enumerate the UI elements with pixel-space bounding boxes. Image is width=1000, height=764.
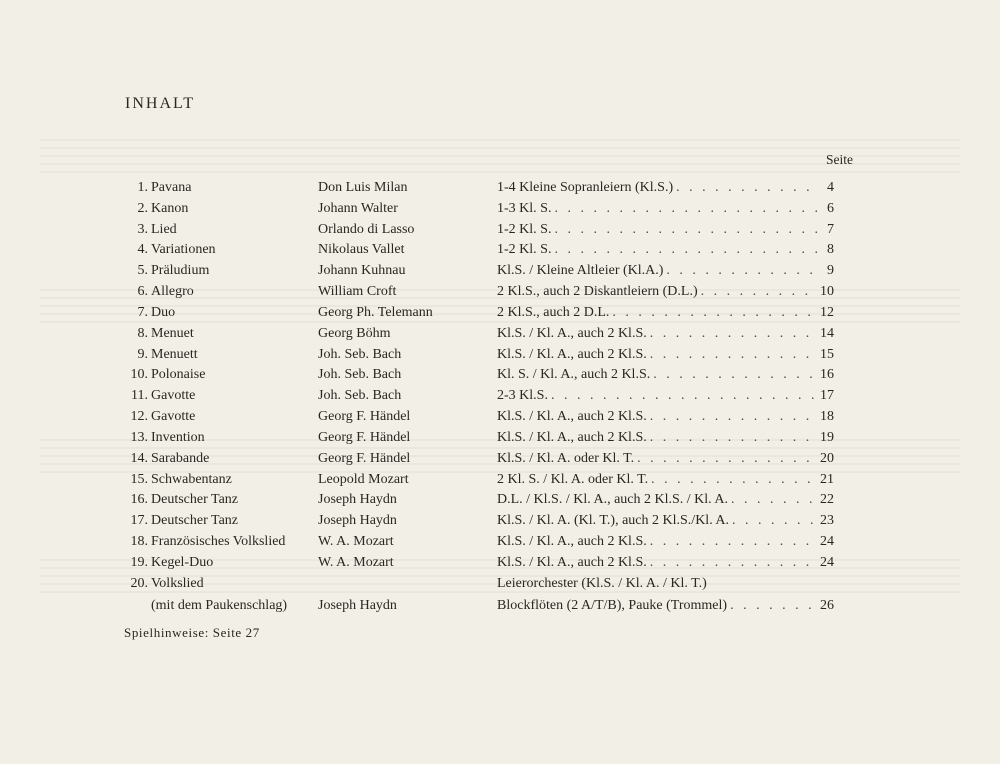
dot-leader — [650, 428, 817, 449]
contents-entry — [0, 553, 1000, 574]
instrument-text: 1-2 Kl. S. — [497, 242, 552, 258]
instrument-text: 1-2 Kl. S. — [497, 221, 552, 237]
entry-composer: Joh. Seb. Bach — [318, 346, 402, 362]
entry-title: Präludium — [151, 263, 210, 279]
contents-entry — [0, 199, 1000, 220]
entry-page: 4 — [827, 180, 834, 195]
entry-number: 20. — [130, 575, 148, 591]
entry-title: Variationen — [151, 242, 216, 258]
entry-number: 17. — [130, 513, 148, 529]
instrument-text: 2 Kl. S. / Kl. A. oder Kl. T. — [497, 471, 649, 487]
entry-instrumentation — [497, 574, 834, 595]
entry-instrumentation — [497, 428, 834, 449]
entry-title: Schwabentanz — [151, 471, 232, 487]
instrument-text: Kl.S. / Kl. A. (Kl. T.), auch 2 Kl.S./Kl. A. — [497, 513, 730, 529]
entry-instrumentation — [497, 553, 834, 574]
entry-title: Gavotte — [151, 409, 196, 425]
instrument-text: Kl. S. / Kl. A., auch 2 Kl.S. — [497, 367, 651, 383]
contents-entry-continued — [0, 596, 1000, 617]
dot-leader — [650, 553, 817, 574]
entry-page: 6 — [827, 200, 834, 216]
contents-entry — [0, 261, 1000, 282]
entry-title: Menuet — [151, 325, 194, 341]
dot-leader — [612, 303, 817, 324]
entry-instrumentation — [497, 345, 834, 366]
contents-entry — [0, 490, 1000, 511]
dot-leader — [676, 178, 819, 199]
contents-entry — [0, 303, 1000, 324]
entry-number: 16. — [130, 492, 148, 508]
entry-number: 13. — [130, 429, 148, 445]
contents-entry — [0, 511, 1000, 532]
instrument-text: Blockflöten (2 A/T/B), Pauke (Trommel) — [497, 597, 728, 613]
entry-composer: Johann Walter — [318, 200, 398, 216]
entry-composer: Joh. Seb. Bach — [318, 388, 402, 404]
entry-subtitle: (mit dem Paukenschlag) — [151, 597, 288, 613]
dot-leader — [732, 511, 817, 532]
entry-composer: Joseph Haydn — [318, 597, 397, 613]
entry-number: 18. — [130, 534, 148, 550]
entry-composer: Orlando di Lasso — [318, 221, 415, 237]
dot-leader — [650, 324, 817, 345]
instrument-text: 2 Kl.S., auch 2 Diskantleiern (D.L.) — [497, 284, 698, 300]
dot-leader — [650, 407, 817, 428]
entry-composer: Johann Kuhnau — [318, 263, 406, 279]
entry-composer: W. A. Mozart — [318, 534, 394, 550]
entry-page: 14 — [820, 325, 834, 341]
entry-instrumentation — [497, 490, 834, 511]
dot-leader — [554, 220, 819, 241]
entry-number: 11. — [131, 388, 148, 404]
entry-title: Volkslied — [151, 575, 204, 591]
entry-composer: Georg F. Händel — [318, 429, 411, 445]
instrument-text: Kl.S. / Kl. A., auch 2 Kl.S. — [497, 325, 647, 341]
entry-instrumentation — [497, 511, 834, 532]
entry-page: 20 — [820, 450, 834, 466]
instrument-text: Kl.S. / Kl. A., auch 2 Kl.S. — [497, 429, 647, 445]
contents-list — [0, 178, 1000, 616]
entry-title: Pavana — [151, 180, 192, 195]
contents-entry — [0, 386, 1000, 407]
dot-leader — [650, 532, 817, 553]
entry-page: 7 — [827, 221, 834, 237]
entry-number: 3. — [137, 221, 148, 237]
entry-page: 10 — [820, 284, 834, 300]
entry-composer: Joseph Haydn — [318, 513, 397, 529]
instrument-text: Kl.S. / Kl. A., auch 2 Kl.S. — [497, 554, 647, 570]
entry-page: 21 — [820, 471, 834, 487]
instrument-text: Kl.S. / Kl. A. oder Kl. T. — [497, 450, 635, 466]
entry-instrumentation — [497, 261, 834, 282]
entry-number: 10. — [130, 367, 148, 383]
entry-instrumentation — [497, 532, 834, 553]
entry-title: Sarabande — [151, 450, 210, 466]
instrument-text: 2-3 Kl.S. — [497, 388, 548, 404]
entry-title: Gavotte — [151, 388, 196, 404]
entry-composer: Joh. Seb. Bach — [318, 367, 402, 383]
entry-instrumentation — [497, 303, 834, 324]
instrument-text: Kl.S. / Kl. A., auch 2 Kl.S. — [497, 409, 647, 425]
entry-page: 19 — [820, 429, 834, 445]
entry-number: 6. — [137, 284, 148, 300]
entry-title: Allegro — [151, 284, 194, 300]
entry-page: 24 — [820, 534, 834, 550]
entry-number: 8. — [137, 325, 148, 341]
dot-leader — [554, 240, 819, 261]
entry-page: 16 — [820, 367, 834, 383]
entry-composer: Georg F. Händel — [318, 409, 411, 425]
entry-title: Menuett — [151, 346, 198, 362]
entry-instrumentation — [497, 407, 834, 428]
dot-leader — [554, 199, 819, 220]
entry-composer: Nikolaus Vallet — [318, 242, 405, 258]
dot-leader — [731, 490, 817, 511]
instrument-text: Kl.S. / Kleine Altleier (Kl.A.) — [497, 263, 664, 279]
dot-leader — [551, 386, 817, 407]
entry-number: 12. — [130, 409, 148, 425]
contents-entry — [0, 449, 1000, 470]
contents-entry — [0, 178, 1000, 199]
entry-composer: Don Luis Milan — [318, 180, 408, 195]
dot-leader — [650, 345, 817, 366]
dot-leader — [730, 596, 817, 617]
contents-entry — [0, 240, 1000, 261]
entry-title: Deutscher Tanz — [151, 513, 239, 529]
instrument-text: D.L. / Kl.S. / Kl. A., auch 2 Kl.S. / Kl. A. — [497, 492, 729, 508]
entry-page: 26 — [820, 597, 834, 613]
entry-composer: W. A. Mozart — [318, 554, 394, 570]
instrument-text: 2 Kl.S., auch 2 D.L. — [497, 304, 610, 320]
entry-instrumentation — [497, 240, 834, 261]
contents-entry — [0, 574, 1000, 595]
entry-instrumentation — [497, 199, 834, 220]
entry-number: 7. — [137, 304, 148, 320]
instrument-text: 1-4 Kleine Sopranleiern (Kl.S.) — [497, 180, 674, 195]
contents-entry — [0, 365, 1000, 386]
contents-heading: INHALT — [125, 95, 196, 112]
contents-entry — [0, 282, 1000, 303]
entry-title: Kanon — [151, 200, 189, 216]
entry-title: Polonaise — [151, 367, 206, 383]
entry-number: 9. — [137, 346, 148, 362]
entry-title: Kegel-Duo — [151, 554, 214, 570]
entry-instrumentation — [497, 386, 834, 407]
dot-leader — [653, 365, 817, 386]
entry-title: Duo — [151, 304, 176, 320]
page-column-header: Seite — [826, 152, 853, 167]
entry-composer: Joseph Haydn — [318, 492, 397, 508]
entry-title: Lied — [151, 221, 177, 237]
contents-entry — [0, 345, 1000, 366]
entry-page: 24 — [820, 554, 834, 570]
entry-title: Französisches Volkslied — [151, 534, 286, 550]
entry-page: 17 — [820, 388, 834, 404]
entry-number: 5. — [137, 263, 148, 279]
entry-number: 2. — [137, 200, 148, 216]
dot-leader — [666, 261, 819, 282]
instrument-text: 1-3 Kl. S. — [497, 200, 552, 216]
playing-notes-reference: Spielhinweise: Seite 27 — [124, 625, 260, 640]
entry-instrumentation — [497, 449, 834, 470]
entry-composer: William Croft — [318, 284, 397, 300]
entry-number: 1. — [137, 180, 148, 195]
entry-instrumentation — [497, 324, 834, 345]
instrument-text: Leierorchester (Kl.S. / Kl. A. / Kl. T.) — [497, 575, 707, 591]
entry-instrumentation — [497, 596, 834, 617]
entry-instrumentation — [497, 178, 834, 199]
entry-instrumentation — [497, 470, 834, 491]
contents-entry — [0, 407, 1000, 428]
entry-page: 18 — [820, 409, 834, 425]
instrument-text: Kl.S. / Kl. A., auch 2 Kl.S. — [497, 346, 647, 362]
entry-title: Invention — [151, 429, 205, 445]
contents-entry — [0, 470, 1000, 491]
contents-entry — [0, 220, 1000, 241]
entry-composer: Georg Böhm — [318, 325, 391, 341]
entry-instrumentation — [497, 282, 834, 303]
contents-entry — [0, 324, 1000, 345]
entry-number: 19. — [130, 554, 148, 570]
entry-instrumentation — [497, 365, 834, 386]
entry-number: 15. — [130, 471, 148, 487]
entry-title: Deutscher Tanz — [151, 492, 239, 508]
entry-instrumentation — [497, 220, 834, 241]
entry-page: 8 — [827, 242, 834, 258]
entry-number: 14. — [130, 450, 148, 466]
dot-leader — [637, 449, 817, 470]
entry-composer: Leopold Mozart — [318, 471, 409, 487]
entry-page: 12 — [820, 304, 834, 320]
dot-leader — [651, 470, 817, 491]
entry-number: 4. — [137, 242, 148, 258]
entry-composer: Georg Ph. Telemann — [318, 304, 433, 320]
contents-entry — [0, 428, 1000, 449]
entry-composer: Georg F. Händel — [318, 450, 411, 466]
entry-page: 15 — [820, 346, 834, 362]
instrument-text: Kl.S. / Kl. A., auch 2 Kl.S. — [497, 534, 647, 550]
entry-page: 22 — [820, 492, 834, 508]
entry-page: 9 — [827, 263, 834, 279]
contents-entry — [0, 532, 1000, 553]
dot-leader — [701, 282, 817, 303]
entry-page: 23 — [820, 513, 834, 529]
